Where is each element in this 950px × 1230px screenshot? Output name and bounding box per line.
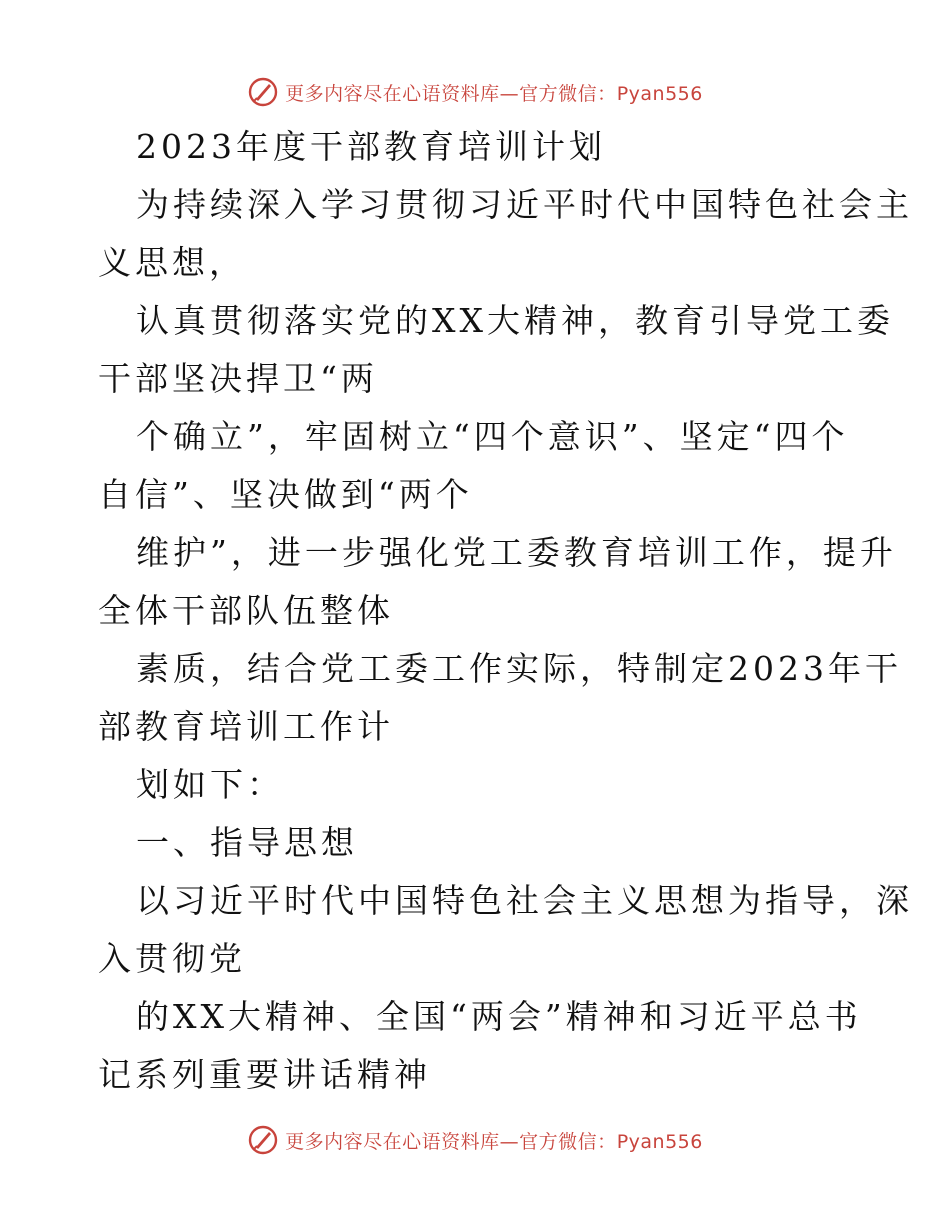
section-heading: 一、指导思想 bbox=[136, 823, 358, 862]
paragraph-line: 为持续深入学习贯彻习近平时代中国特色社会主 bbox=[136, 185, 913, 224]
watermark-footer bbox=[0, 1120, 950, 1160]
paragraph-line: 的XX大精神、全国“两会”精神和习近平总书 bbox=[136, 997, 862, 1036]
watermark-text: 更多内容尽在心语资料库—官方微信：Pyan556 bbox=[285, 82, 703, 105]
paragraph-line: 干部坚决捍卫“两 bbox=[98, 359, 378, 398]
paragraph-line: 维护”，进一步强化党工委教育培训工作，提升 bbox=[136, 533, 897, 572]
paragraph-line: 以习近平时代中国特色社会主义思想为指导，深 bbox=[136, 881, 913, 920]
quill-logo-icon bbox=[247, 76, 279, 108]
quill-logo-icon bbox=[247, 1124, 279, 1156]
paragraph-line: 记系列重要讲话精神 bbox=[98, 1055, 431, 1094]
paragraph-line: 部教育培训工作计 bbox=[98, 707, 394, 746]
document-title: 2023年度干部教育培训计划 bbox=[136, 127, 606, 166]
paragraph-line: 入贯彻党 bbox=[98, 939, 246, 978]
paragraph-line: 全体干部队伍整体 bbox=[98, 591, 394, 630]
paragraph-line: 认真贯彻落实党的XX大精神，教育引导党工委 bbox=[136, 301, 894, 340]
paragraph-line: 素质，结合党工委工作实际，特制定2023年干 bbox=[136, 649, 902, 688]
watermark-text: 更多内容尽在心语资料库—官方微信：Pyan556 bbox=[285, 1130, 703, 1153]
paragraph-line: 义思想， bbox=[98, 243, 246, 282]
paragraph-line: 自信”、坚决做到“两个 bbox=[98, 475, 473, 514]
watermark-header bbox=[0, 72, 950, 112]
paragraph-line: 个确立”，牢固树立“四个意识”、坚定“四个 bbox=[136, 417, 849, 456]
paragraph-line: 划如下： bbox=[136, 765, 284, 804]
